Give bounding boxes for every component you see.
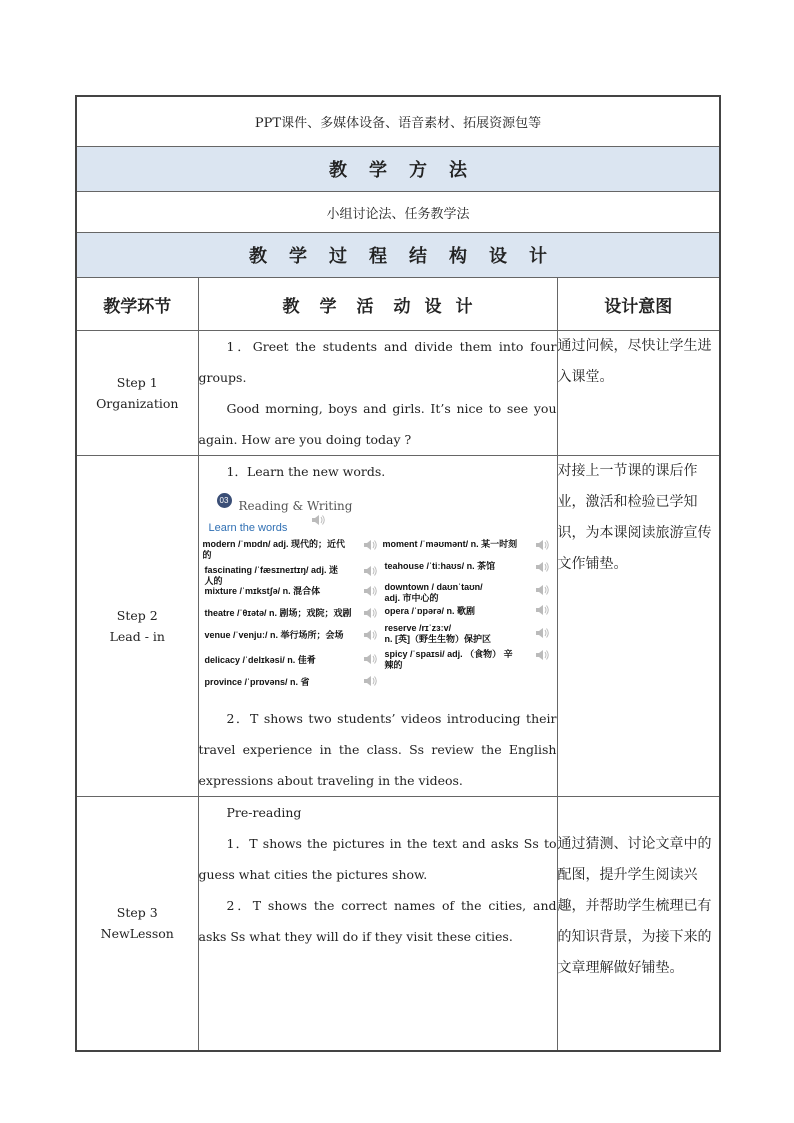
resources-text: PPT课件、多媒体设备、语音素材、拓展资源包等 bbox=[76, 96, 720, 147]
resources-row bbox=[76, 96, 720, 147]
activity-header: 教 学 活 动 设 计 bbox=[198, 278, 557, 331]
speaker-icon[interactable] bbox=[535, 604, 549, 616]
speaker-icon[interactable] bbox=[363, 585, 377, 597]
speaker-icon[interactable] bbox=[535, 584, 549, 596]
section-title: Reading & Writing bbox=[238, 499, 353, 513]
speaker-icon[interactable] bbox=[363, 675, 377, 687]
method-header-row bbox=[76, 147, 720, 192]
section-badge: 03 bbox=[217, 493, 232, 508]
speaker-icon[interactable] bbox=[363, 565, 377, 577]
process-header: 教 学 过 程 结 构 设 计 bbox=[76, 233, 720, 278]
lesson-plan-table bbox=[75, 95, 721, 1052]
speaker-icon[interactable] bbox=[535, 649, 549, 661]
step-activity: Pre-reading 1．T shows the pictures in the text and asks Ss to guess what cities the pictures show. 2．T shows the correct names of the cities, and asks Ss what they will do if they visit these cities. bbox=[198, 797, 557, 1051]
method-text: 小组讨论法、任务教学法 bbox=[76, 192, 720, 233]
step-activity: 1．Greet the students and divide them into four groups. Good morning, boys and girls. It’s nice to see you again. How are you doing today ? bbox=[198, 331, 557, 456]
vocab-subtitle: Learn the words bbox=[208, 522, 288, 534]
speaker-icon[interactable] bbox=[363, 607, 377, 619]
column-header-row bbox=[76, 278, 720, 331]
step-intent: 通过猜测、讨论文章中的配图，提升学生阅读兴趣，并帮助学生梳理已有的知识背景，为接下来的文章理解做好铺垫。 bbox=[557, 797, 720, 1051]
speaker-icon[interactable] bbox=[311, 514, 325, 526]
speaker-icon[interactable] bbox=[363, 629, 377, 641]
step-row bbox=[76, 797, 720, 1051]
speaker-icon[interactable] bbox=[535, 539, 549, 551]
stage-header: 教学环节 bbox=[76, 278, 198, 331]
step-name: Step 3 NewLesson bbox=[76, 797, 198, 1051]
step-intent: 对接上一节课的课后作业，激活和检验已学知识，为本课阅读旅游宣传文作铺垫。 bbox=[557, 456, 720, 797]
method-header: 教 学 方 法 bbox=[76, 147, 720, 192]
speaker-icon[interactable] bbox=[363, 539, 377, 551]
step-row bbox=[76, 456, 720, 797]
intent-header: 设计意图 bbox=[557, 278, 720, 331]
method-row bbox=[76, 192, 720, 233]
speaker-icon[interactable] bbox=[535, 627, 549, 639]
step-intent: 通过问候，尽快让学生进入课堂。 bbox=[557, 331, 720, 456]
step-name: Step 2 Lead - in bbox=[76, 456, 198, 797]
speaker-icon[interactable] bbox=[535, 561, 549, 573]
step-activity: 1．Learn the new words. 03 Reading & Writing Learn the words modern /ˈmɒdn/ adj. 现代的；近代 的 moment /ˈməʊmənt/ n. 某一时刻 fascinating /ˈfæsɪneɪtɪŋ/ adj. 迷 人的 teahouse /ˈtiːhaʊs/ n. 茶馆 mixture /ˈmɪkstʃə/ n. 混合体 downtown / daʊnˈtaʊn/ adj. 市中心的 theatre /ˈθɪətə/ n. 剧场；戏院；戏剧 opera /ˈɒpərə/ n. 歌剧 venue /ˈvenjuː/ n. 举行场所；会场 reserve /rɪˈzɜːv/ n. [英]（野生生物）保护区 delicacy /ˈdelɪkəsi/ n. 佳肴 spicy /ˈspaɪsi/ adj. （食物） 辛 辣的 province /ˈprɒvəns/ n. 省 2．T shows two students’ videos introducing their travel experience in the class. Ss review the English expressions about traveling in the videos. bbox=[198, 456, 557, 797]
step-name: Step 1 Organization bbox=[76, 331, 198, 456]
vocab-figure: 03 Reading & Writing Learn the words modern /ˈmɒdn/ adj. 现代的；近代 的 moment /ˈməʊmənt/ n. 某一时刻 fascinating /ˈfæsɪneɪtɪŋ/ adj. 迷 人的 teahouse /ˈtiːhaʊs/ n. 茶馆 mixture /ˈmɪkstʃə/ n. 混合体 downtown / daʊnˈtaʊn/ adj. 市中心的 theatre /ˈθɪətə/ n. 剧场；戏院；戏剧 opera /ˈɒpərə/ n. 歌剧 venue /ˈvenjuː/ n. 举行场所；会场 reserve /rɪˈzɜːv/ n. [英]（野生生物）保护区 delicacy /ˈdelɪkəsi/ n. 佳肴 spicy /ˈspaɪsi/ adj. （食物） 辛 辣的 province /ˈprɒvəns/ n. 省 bbox=[199, 489, 557, 699]
process-header-row bbox=[76, 233, 720, 278]
speaker-icon[interactable] bbox=[363, 653, 377, 665]
step-row bbox=[76, 331, 720, 456]
